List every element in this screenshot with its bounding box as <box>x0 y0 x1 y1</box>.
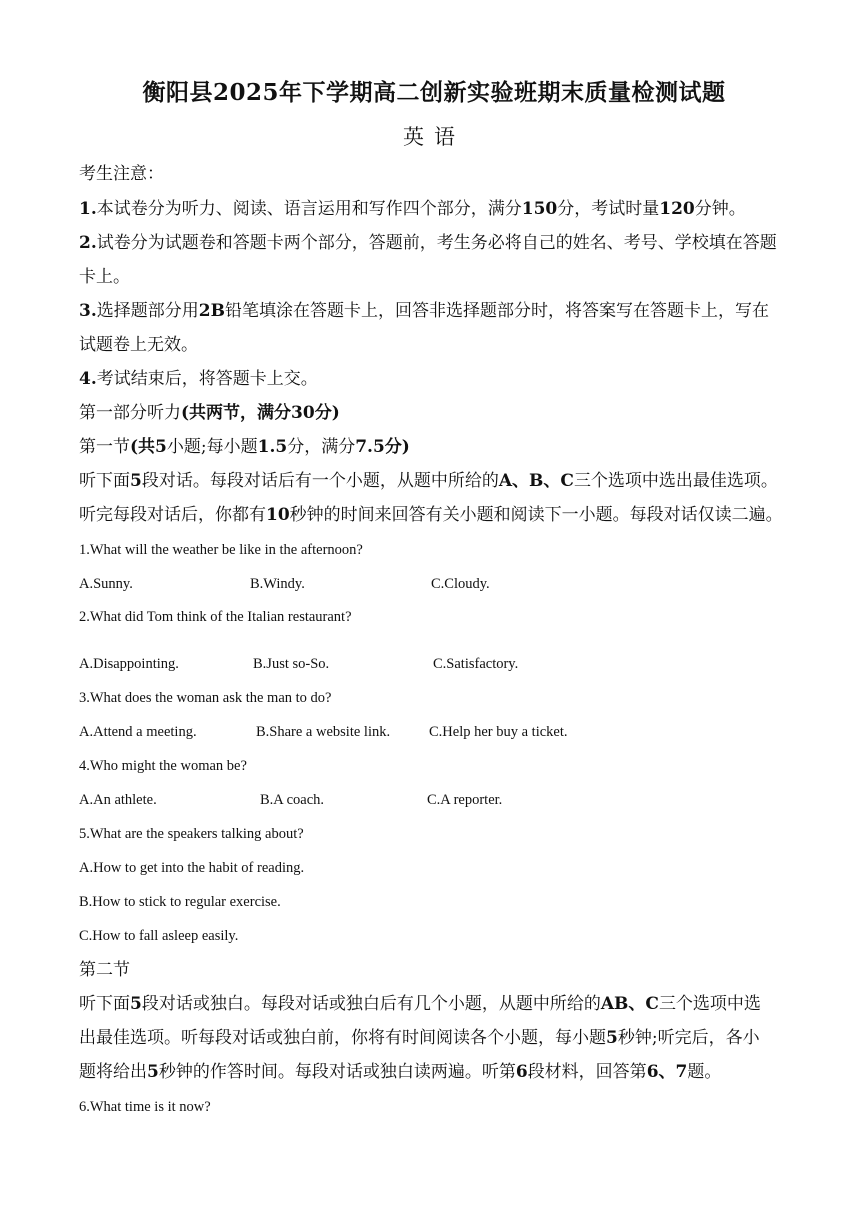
section1-instruction-line2: 听完每段对话后，你都有10秒钟的时间来回答有关小题和阅读下一小题。每段对话仅读二遍。 <box>79 505 783 525</box>
section2-instruction-line3: 题将给出5秒钟的作答时间。每段对话或独白读两遍。听第6段材料，回答第6、7题。 <box>79 1062 722 1082</box>
notice-item-2: 2.试卷分为试题卷和答题卡两个部分，答题前，考生务必将自己的姓名、考号、学校填在答题 <box>79 233 777 253</box>
section2-instruction-line1: 听下面5段对话或独白。每段对话或独白后有几个小题，从题中所给的AB、C三个选项中选 <box>79 994 761 1014</box>
question-1-option-a: A.Sunny. <box>79 576 133 592</box>
part1-heading: 第一部分听力(共两节，满分30分) <box>79 403 340 423</box>
section1-instruction-line1: 听下面5段对话。每段对话后有一个小题，从题中所给的A、B、C三个选项中选出最佳选项。 <box>79 471 778 491</box>
notice-item-3-cont: 试题卷上无效。 <box>79 335 198 355</box>
subject-title: 英语 <box>403 125 465 149</box>
question-4-option-c: C.A reporter. <box>427 792 503 808</box>
question-4-option-a: A.An athlete. <box>79 792 157 808</box>
notice-3-number: 3. <box>79 301 97 321</box>
question-3-option-a: A.Attend a meeting. <box>79 724 197 740</box>
notice-item-2-cont: 卡上。 <box>79 267 130 287</box>
question-2-option-c: C.Satisfactory. <box>433 656 519 672</box>
question-1-option-c: C.Cloudy. <box>431 576 490 592</box>
notice-1-number: 1. <box>79 199 97 219</box>
section2-instruction-line2: 出最佳选项。听每段对话或独白前，你将有时间阅读各个小题，每小题5秒钟;听完后，各小 <box>79 1028 760 1048</box>
question-5-option-a: A.How to get into the habit of reading. <box>79 860 305 876</box>
notice-item-4: 4.考试结束后，将答题卡上交。 <box>79 369 318 389</box>
question-1: 1.What will the weather be like in the afternoon? <box>79 542 363 558</box>
question-5-option-c: C.How to fall asleep easily. <box>79 928 239 944</box>
notice-item-1: 1.本试卷分为听力、阅读、语言运用和写作四个部分，满分150分，考试时量120分钟。 <box>79 199 746 219</box>
question-1-option-b: B.Windy. <box>250 576 305 592</box>
question-4: 4.Who might the woman be? <box>79 758 247 774</box>
question-5: 5.What are the speakers talking about? <box>79 826 304 842</box>
notice-2-number: 2. <box>79 233 97 253</box>
question-2-option-b: B.Just so-So. <box>253 656 330 672</box>
question-4-option-b: B.A coach. <box>260 792 325 808</box>
question-2: 2.What did Tom think of the Italian restaurant? <box>79 609 352 625</box>
notice-item-3: 3.选择题部分用2B铅笔填涂在答题卡上，回答非选择题部分时，将答案写在答题卡上，写在 <box>79 301 769 321</box>
notice-heading: 考生注意： <box>79 164 164 184</box>
notice-4-number: 4. <box>79 369 97 389</box>
question-3: 3.What does the woman ask the man to do? <box>79 690 332 706</box>
question-6: 6.What time is it now? <box>79 1099 211 1115</box>
question-2-option-a: A.Disappointing. <box>79 656 179 672</box>
question-3-option-c: C.Help her buy a ticket. <box>429 724 568 740</box>
section2-heading: 第二节 <box>79 960 130 980</box>
question-5-option-b: B.How to stick to regular exercise. <box>79 894 281 910</box>
exam-title: 衡阳县2025年下学期高二创新实验班期末质量检测试题 <box>142 79 726 106</box>
question-3-option-b: B.Share a website link. <box>256 724 391 740</box>
section1-heading: 第一节(共5小题;每小题1.5分，满分7.5分) <box>79 437 410 457</box>
